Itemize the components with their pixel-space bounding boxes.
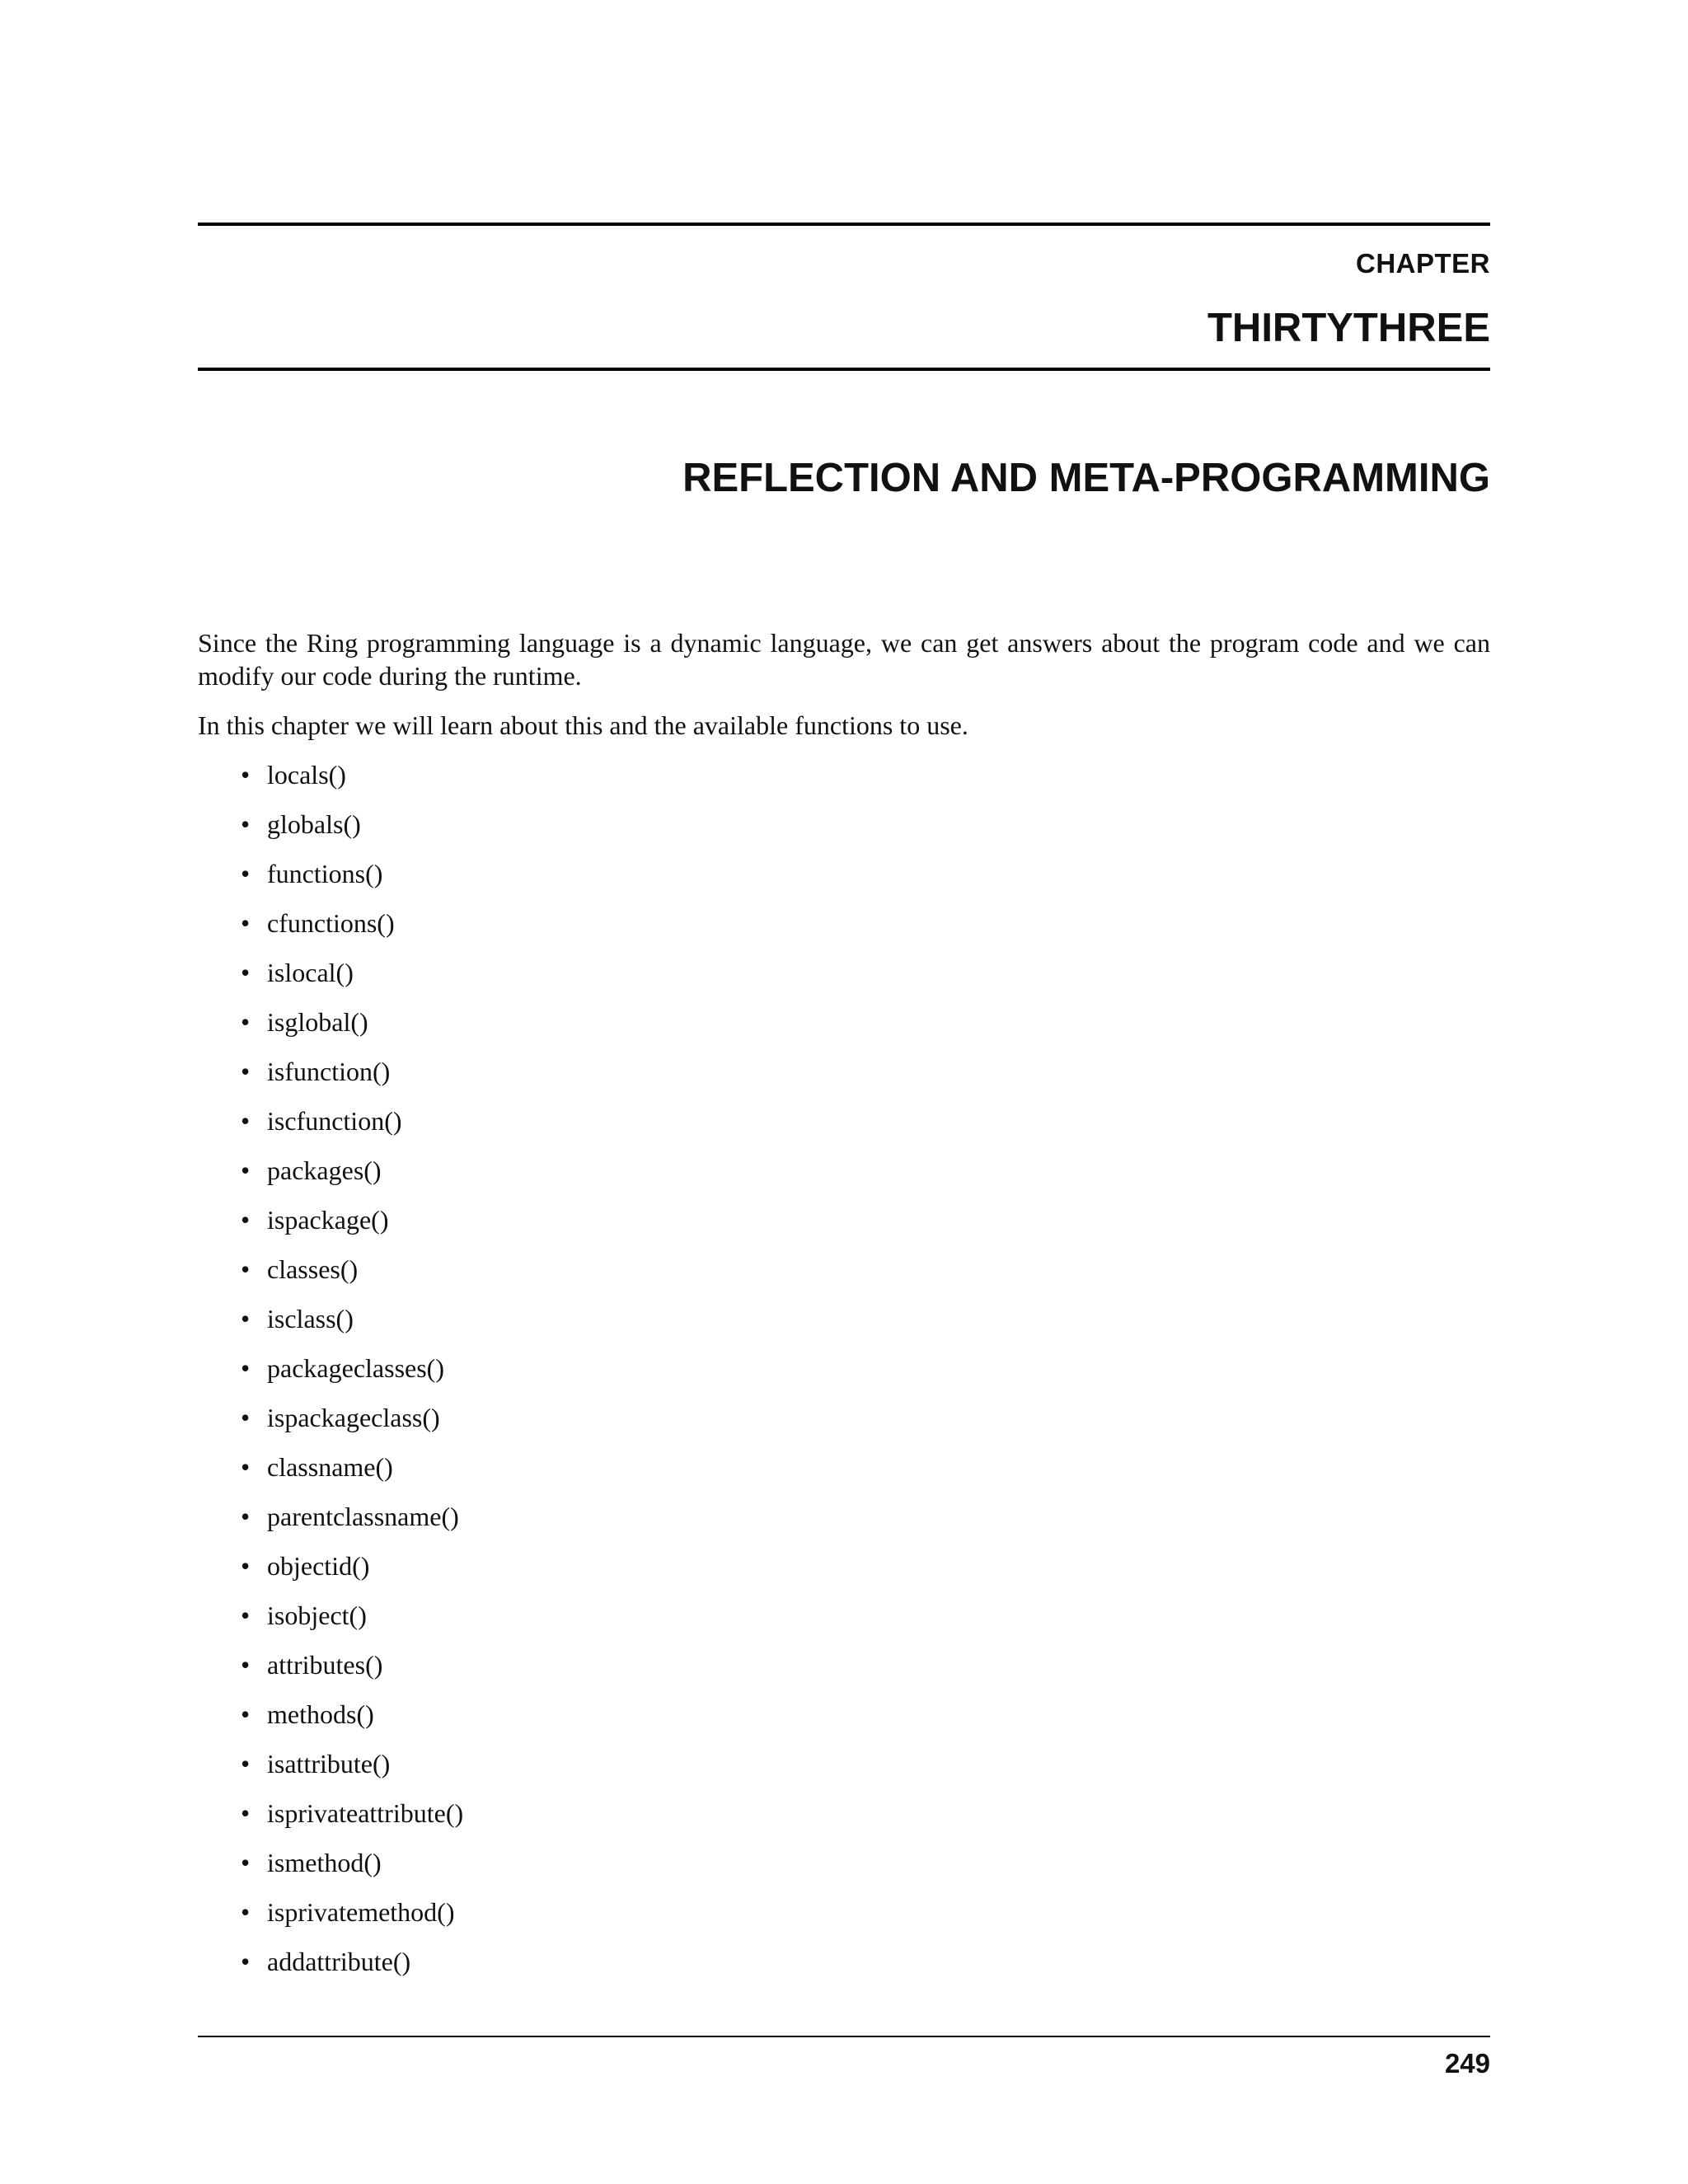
bullet-icon: • <box>241 1601 251 1630</box>
function-name: isobject() <box>267 1601 367 1630</box>
bullet-icon: • <box>241 1155 251 1185</box>
list-item <box>198 808 1022 857</box>
bullet-icon: • <box>241 1699 251 1729</box>
bullet-icon: • <box>241 760 251 790</box>
chapter-label: CHAPTER <box>1355 248 1490 279</box>
bullet-icon: • <box>241 1798 251 1828</box>
function-list <box>198 758 1022 1994</box>
list-item <box>198 758 1022 808</box>
list-item <box>198 907 1022 956</box>
function-name: globals() <box>267 809 361 839</box>
list-item <box>198 1896 1022 1945</box>
bullet-icon: • <box>241 1650 251 1680</box>
bullet-icon: • <box>241 1254 251 1284</box>
function-name: isprivateattribute() <box>267 1798 464 1828</box>
bullet-icon: • <box>241 1057 251 1086</box>
function-name: isfunction() <box>267 1057 391 1086</box>
function-name: ispackage() <box>267 1205 389 1235</box>
page-number: 249 <box>1444 2048 1490 2079</box>
function-name: methods() <box>267 1699 374 1729</box>
list-item <box>198 1055 1022 1104</box>
list-item <box>198 1846 1022 1896</box>
function-name: attributes() <box>267 1650 383 1680</box>
bullet-icon: • <box>241 1403 251 1432</box>
function-name: classname() <box>267 1452 393 1482</box>
list-item <box>198 1154 1022 1203</box>
function-name: locals() <box>267 760 346 790</box>
function-name: isattribute() <box>267 1749 391 1779</box>
list-item <box>198 857 1022 907</box>
list-item <box>198 1945 1022 1994</box>
bullet-icon: • <box>241 1897 251 1927</box>
bullet-icon: • <box>241 1749 251 1779</box>
intro-paragraph: Since the Ring programming language is a dynamic language, we can get answers about the program code and we can modify our code during the runtime. <box>198 628 1490 691</box>
list-item <box>198 1401 1022 1451</box>
list-item <box>198 1500 1022 1549</box>
bullet-icon: • <box>241 1452 251 1482</box>
bullet-icon: • <box>241 1205 251 1235</box>
list-item <box>198 1203 1022 1253</box>
list-item <box>198 956 1022 1005</box>
bullet-icon: • <box>241 859 251 888</box>
bullet-icon: • <box>241 958 251 987</box>
function-name: isprivatemethod() <box>267 1897 455 1927</box>
bullet-icon: • <box>241 1947 251 1976</box>
bullet-icon: • <box>241 1848 251 1877</box>
header-bottom-rule <box>198 368 1490 371</box>
function-name: cfunctions() <box>267 908 395 938</box>
footer-rule <box>198 2036 1490 2037</box>
bullet-icon: • <box>241 908 251 938</box>
bullet-icon: • <box>241 1551 251 1581</box>
function-name: packageclasses() <box>267 1353 444 1383</box>
bullet-icon: • <box>241 1304 251 1333</box>
list-item <box>198 1747 1022 1797</box>
function-name: isclass() <box>267 1304 354 1333</box>
list-item <box>198 1253 1022 1302</box>
list-item <box>198 1451 1022 1500</box>
function-name: addattribute() <box>267 1947 411 1976</box>
bullet-icon: • <box>241 1353 251 1383</box>
list-item <box>198 1104 1022 1154</box>
list-item <box>198 1302 1022 1352</box>
function-name: islocal() <box>267 958 354 987</box>
chapter-title: REFLECTION AND META-PROGRAMMING <box>682 456 1490 500</box>
bullet-icon: • <box>241 809 251 839</box>
list-item <box>198 1549 1022 1599</box>
function-name: ismethod() <box>267 1848 382 1877</box>
function-name: iscfunction() <box>267 1106 402 1136</box>
list-item <box>198 1599 1022 1648</box>
function-name: packages() <box>267 1155 382 1185</box>
function-name: classes() <box>267 1254 359 1284</box>
function-name: functions() <box>267 859 383 888</box>
list-item <box>198 1352 1022 1401</box>
bullet-icon: • <box>241 1106 251 1136</box>
list-item <box>198 1698 1022 1747</box>
list-item <box>198 1797 1022 1846</box>
list-item <box>198 1005 1022 1055</box>
function-name: parentclassname() <box>267 1502 459 1531</box>
header-top-rule <box>198 223 1490 226</box>
bullet-icon: • <box>241 1502 251 1531</box>
function-name: objectid() <box>267 1551 370 1581</box>
intro-paragraph-2: In this chapter we will learn about this and the available functions to use. <box>198 710 968 740</box>
function-name: ispackageclass() <box>267 1403 440 1432</box>
function-name: isglobal() <box>267 1007 368 1037</box>
bullet-icon: • <box>241 1007 251 1037</box>
chapter-number: THIRTYTHREE <box>1207 306 1490 350</box>
list-item <box>198 1648 1022 1698</box>
